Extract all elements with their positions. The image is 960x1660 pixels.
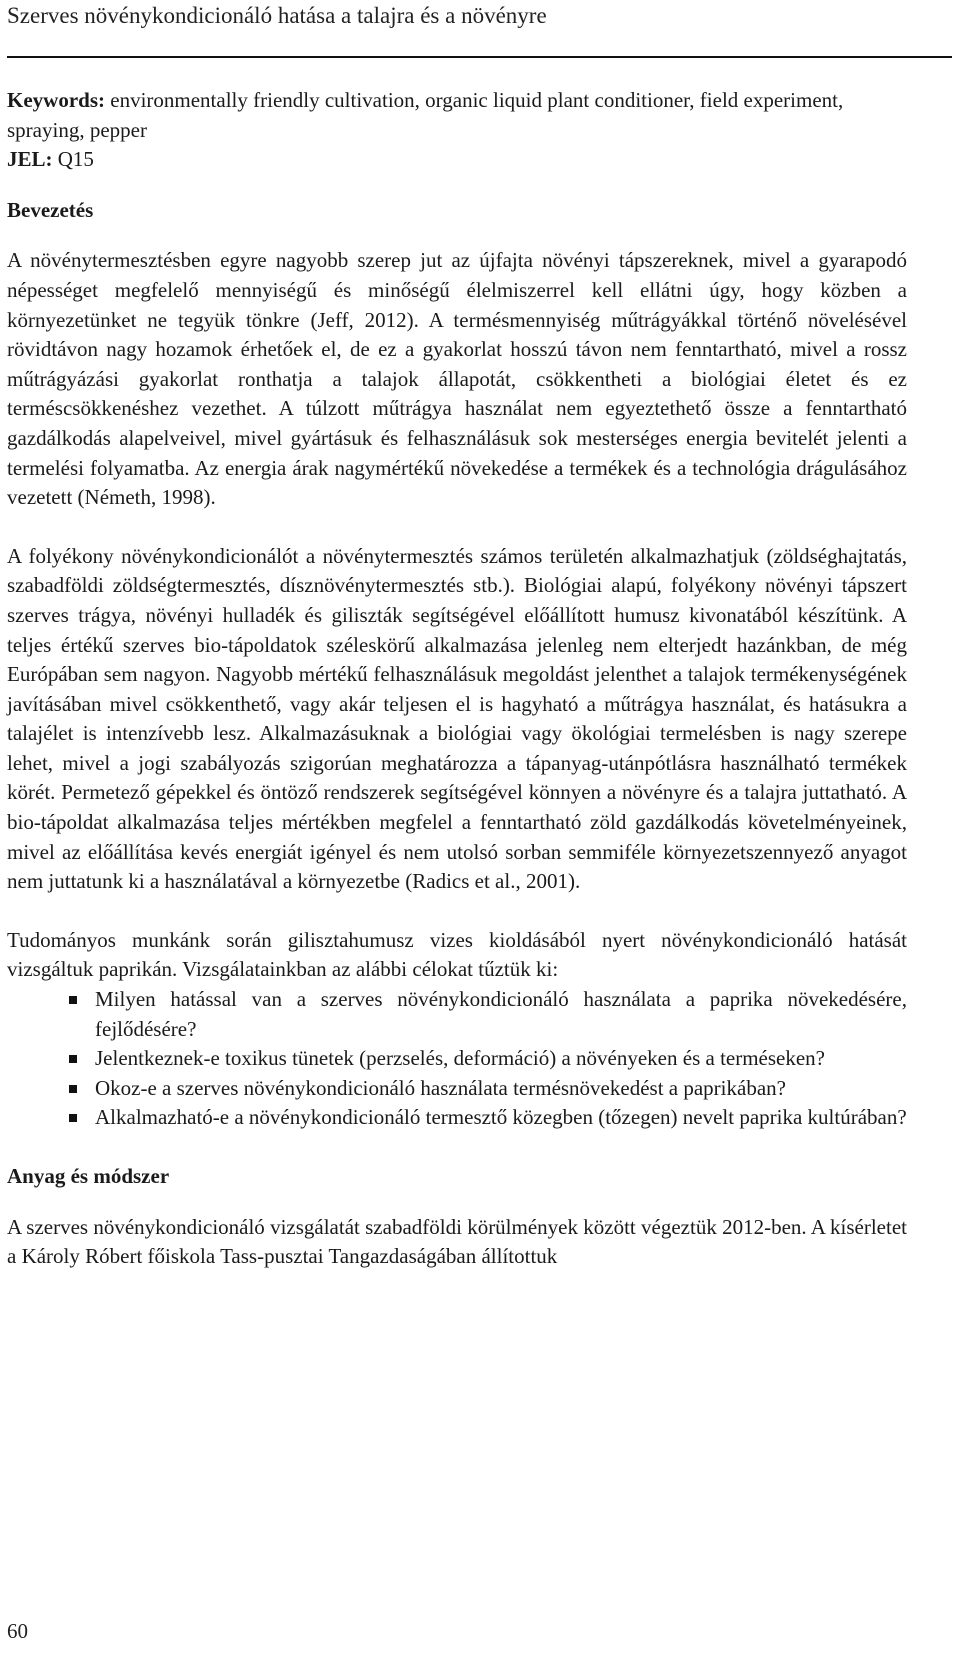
jel-label: JEL:: [7, 147, 53, 172]
spacer: [7, 1192, 907, 1213]
bullet-square-icon: [69, 996, 77, 1004]
spacer: [7, 175, 907, 196]
keywords-line: [7, 86, 907, 145]
bullet-square-icon: [69, 1085, 77, 1093]
spacer: [7, 1133, 907, 1162]
page-content: [7, 86, 907, 1272]
methods-paragraph-1: A szerves növénykondicionáló vizsgálatát szabadföldi körülmények között végeztük 2012-ben. A kísérletet a Károly Róbert főiskola Tass-pusztai Tangazdaságában állítottuk: [7, 1214, 907, 1269]
bullet-square-icon: [69, 1055, 77, 1063]
section-title-intro: Bevezetés: [7, 197, 94, 222]
list-item: Milyen hatással van a szerves növénykondicionáló használata a paprika növekedésére, fejlődésére?: [7, 985, 907, 1044]
keywords-value: environmentally friendly cultivation, organic liquid plant conditioner, field experiment, spraying, pepper: [7, 88, 844, 142]
running-header-title: Szerves növénykondicionáló hatása a talajra és a növényre: [7, 3, 547, 28]
bullet-square-icon: [69, 1114, 77, 1122]
keywords-label: Keywords:: [7, 88, 105, 112]
list-item: Okoz-e a szerves növénykondicionáló használata termésnövekedést a paprikában?: [7, 1074, 907, 1104]
spacer: [7, 513, 907, 542]
jel-line: [7, 145, 907, 175]
jel-value: Q15: [57, 147, 94, 172]
list-item: Alkalmazható-e a növénykondicionáló termesztő közegben (tőzegen) nevelt paprika kultúrában?: [7, 1103, 907, 1133]
list-item: Jelentkeznek-e toxikus tünetek (perzselés, deformáció) a növényeken és a terméseken?: [7, 1044, 907, 1074]
header-rule: [7, 56, 952, 58]
intro-paragraph-1: A növénytermesztésben egyre nagyobb szerep jut az újfajta növényi tápszereknek, mivel a gyarapodó népességet megfelelő mennyiségű és minőségű élelmiszerrel kell ellátni úgy, hogy közben a környezetünket ne tegyük tönkre (Jeff, 2012). A termésmennyiség műtrágyákkal történő növelésével rövidtávon nagy hozamok érhetőek el, de ez a gyakorlat hosszú távon nem fenntartható, mivel a rossz műtrágyázási gyakorlat ronthatja a talajok állapotát, csökkentheti a biológiai életet és ez terméscsökkenéshez vezethet. A túlzott műtrágya használat nem egyeztethető össze a fenntartható gazdálkodás alapelveivel, mivel gyártásuk és felhasználásuk sok mesterséges energia bevitelét jelenti a termelési folyamatba. Az energia árak nagymértékű növekedése a termékek és a technológia drágulásához vezetett (Németh, 1998).: [7, 248, 907, 510]
spacer: [7, 225, 907, 246]
spacer: [7, 897, 907, 926]
intro-paragraph-3: Tudományos munkánk során gilisztahumusz vizes kioldásából nyert növénykondicionáló hatását vizsgáltuk paprikán. Vizsgálatainkban az alábbi célokat tűztük ki:: [7, 927, 907, 982]
section-title-methods: Anyag és módszer: [7, 1164, 170, 1188]
goals-list: [7, 985, 907, 1133]
intro-paragraph-2: A folyékony növénykondicionálót a növénytermesztés számos területén alkalmazhatjuk (zöldséghajtatás, szabadföldi zöldségtermesztés, dísznövénytermesztés stb.). Biológiai alapú, folyékony növényi tápszert szerves trágya, növényi hulladék és giliszták segítségével előállított humusz kivonatából készítünk. A teljes értékű szerves bio-tápoldatok széleskörű alkalmazása jelenleg nem elterjedt hazánkban, de még Európában sem nagyon. Nagyobb mértékű felhasználásuk megoldást jelenthet a talajok termékenységének javításában mivel csökkenthető, vagy akár teljesen el is hagyható a műtrágya használat, és hatásukra a talajélet is intenzívebb lesz. Alkalmazásuknak a biológiai vagy ökológiai termelésben is nagy szerepe lehet, mivel a jogi szabályozás szigorúan meghatározza a tápanyag-utánpótlásra használható termékek körét. Permetező gépekkel és öntöző rendszerek segítségével könnyen a növényre és a talajra juttatható. A bio-tápoldat alkalmazása teljes mértékben megfelel a fenntartható zöld gazdálkodás követelményeinek, mivel az előállítása kevés energiát igényel és nem utolsó sorban semmiféle környezetszennyező anyagot nem juttatunk ki a használatával a környezetbe (Radics et al., 2001).: [7, 543, 907, 894]
page-number: 60: [7, 1619, 28, 1643]
